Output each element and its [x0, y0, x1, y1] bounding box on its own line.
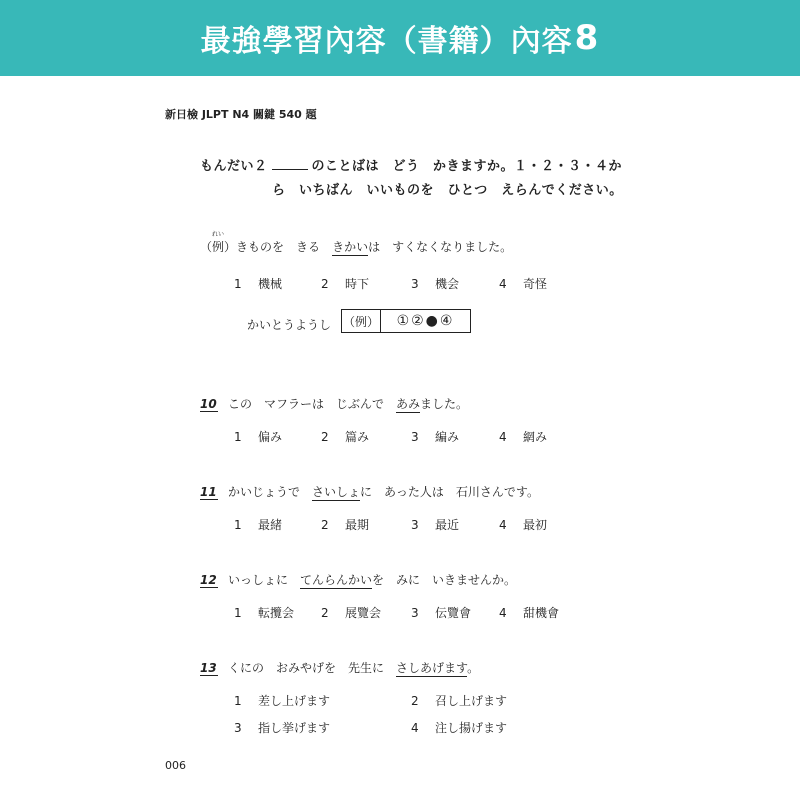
option-text: 最近 [435, 518, 460, 532]
q11-option-4 [499, 516, 547, 533]
question-target: さいしょ [312, 485, 361, 499]
question-text-before: この マフラーは じぶんで [228, 397, 397, 411]
q11-option-1 [234, 516, 282, 533]
option-text: 最緒 [258, 518, 283, 532]
question-number: 11 [200, 485, 217, 499]
option-number: 2 [321, 277, 329, 291]
example-paren-close: ） [224, 240, 237, 254]
question-text-before: くにの おみやげを 先生に [228, 661, 397, 675]
example-sentence [200, 231, 513, 255]
example-option-4 [499, 275, 547, 292]
question-13 [200, 659, 479, 676]
q10-option-2 [321, 428, 369, 445]
example-text-before: きものを きる [236, 240, 333, 254]
option-text: 注し揚げます [435, 721, 508, 735]
banner [0, 0, 800, 76]
option-number: 4 [499, 430, 507, 444]
q11-option-2 [321, 516, 369, 533]
option-number: 1 [234, 277, 242, 291]
example-option-2 [321, 275, 369, 292]
q13-option-2 [411, 692, 507, 709]
q13-option-4 [411, 719, 507, 736]
example-option-1 [234, 275, 282, 292]
option-number: 1 [234, 694, 242, 708]
mondai-label: もんだい２ [200, 159, 268, 174]
q11-option-3 [411, 516, 459, 533]
question-12 [200, 571, 516, 588]
question-text-before: いっしょに [228, 573, 301, 587]
option-number: 2 [321, 430, 329, 444]
book-header: 新日檢 JLPT N4 關鍵 540 題 [165, 108, 317, 121]
question-text-after: を みに いきませんか。 [372, 573, 517, 587]
option-text: 展覽会 [345, 606, 382, 620]
option-number: 4 [499, 277, 507, 291]
example-target: きかい [332, 240, 369, 254]
option-text: 伝覽會 [435, 606, 472, 620]
question-10 [200, 395, 468, 412]
option-text: 甜機會 [523, 606, 560, 620]
option-text: 最初 [523, 518, 548, 532]
option-number: 1 [234, 430, 242, 444]
blank-line [272, 157, 308, 170]
instruction-line-1 [200, 155, 622, 174]
example-label [212, 231, 225, 255]
q12-option-2 [321, 604, 381, 621]
banner-title: 最強學習內容（書籍）內容 [200, 24, 573, 59]
instruction-text-1: のことばは どう かきますか。１・２・３・４か [311, 159, 623, 174]
q10-option-4 [499, 428, 547, 445]
q13-option-3 [234, 719, 330, 736]
option-number: 2 [321, 606, 329, 620]
option-text: 最期 [345, 518, 370, 532]
option-number: 3 [411, 518, 419, 532]
option-text: 機械 [258, 277, 283, 291]
example-option-3 [411, 275, 459, 292]
option-number: 3 [411, 606, 419, 620]
question-text-before: かいじょうで [228, 485, 313, 499]
answer-sheet-box [341, 309, 471, 333]
option-number: 1 [234, 518, 242, 532]
option-text: 指し挙げます [258, 721, 331, 735]
question-text-after: に あった人は 石川さんです。 [360, 485, 539, 499]
question-target: あみ [396, 397, 421, 411]
q10-option-1 [234, 428, 282, 445]
question-number: 10 [200, 397, 217, 411]
q13-option-1 [234, 692, 330, 709]
answer-cell-label: （例） [342, 310, 381, 332]
question-number: 13 [200, 661, 217, 675]
option-text: 篇み [345, 430, 370, 444]
option-text: 差し上げます [258, 694, 331, 708]
q12-option-1 [234, 604, 294, 621]
question-text-after: 。 [467, 661, 480, 675]
example-kanji: 例 [212, 240, 225, 254]
option-number: 4 [499, 518, 507, 532]
option-text: 転攬会 [258, 606, 295, 620]
option-text: 網み [523, 430, 548, 444]
page-number: 006 [165, 759, 186, 772]
q12-option-4 [499, 604, 559, 621]
example-text-after: は すくなくなりました。 [368, 240, 513, 254]
instruction-line-2: ら いちばん いいものを ひとつ えらんでください。 [272, 183, 623, 198]
option-number: 2 [321, 518, 329, 532]
option-text: 偏み [258, 430, 283, 444]
question-number: 12 [200, 573, 217, 587]
option-text: 奇怪 [523, 277, 548, 291]
option-number: 3 [234, 721, 242, 735]
option-number: 3 [411, 277, 419, 291]
option-number: 2 [411, 694, 419, 708]
question-text-after: ました。 [420, 397, 469, 411]
question-target: さしあげます [396, 661, 468, 675]
option-text: 編み [435, 430, 460, 444]
option-number: 1 [234, 606, 242, 620]
option-number: 4 [411, 721, 419, 735]
q12-option-3 [411, 604, 471, 621]
option-number: 3 [411, 430, 419, 444]
answer-sheet-label: かいとうようし [247, 318, 332, 332]
example-paren-open: （ [200, 240, 213, 254]
option-text: 召し上げます [435, 694, 508, 708]
q10-option-3 [411, 428, 459, 445]
example-ruby: れい [212, 231, 225, 238]
question-11 [200, 483, 539, 500]
answer-marks: ①②●④ [396, 313, 455, 329]
banner-number: 8 [574, 18, 600, 58]
option-text: 機会 [435, 277, 460, 291]
option-number: 4 [499, 606, 507, 620]
question-target: てんらんかい [300, 573, 373, 587]
option-text: 時下 [345, 277, 370, 291]
